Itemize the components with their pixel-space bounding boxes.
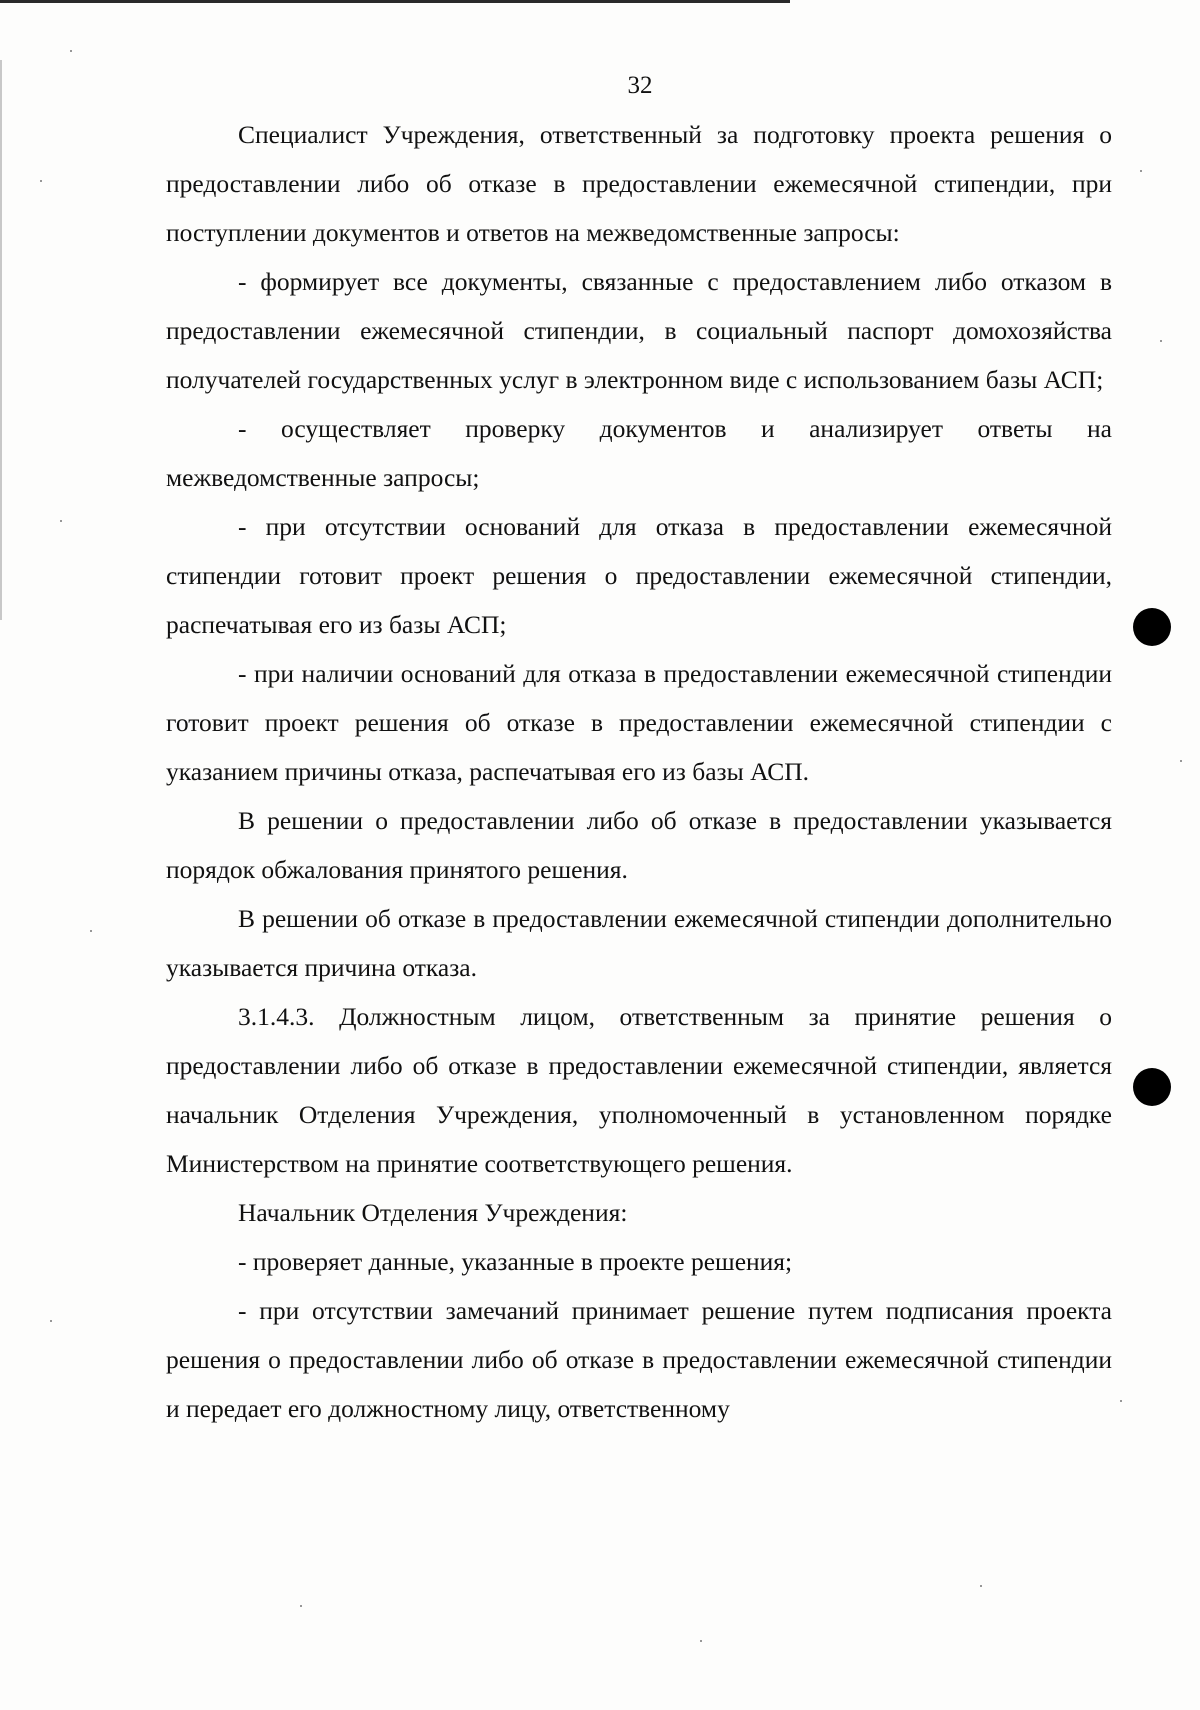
scan-speck bbox=[90, 930, 92, 932]
paragraph: - при отсутствии замечаний принимает решение путем подписания проекта решения о предоставлении либо об отказе в предоставлении ежемесячной стипендии и передает его должностному лицу, ответственному bbox=[166, 1296, 1112, 1423]
binder-hole bbox=[1133, 608, 1171, 646]
paragraph: - формирует все документы, связанные с предоставлением либо отказом в предоставлении ежемесячной стипендии, в социальный паспорт домохозяйства получателей государственных услуг в электронном виде с использованием базы АСП; bbox=[166, 267, 1112, 394]
scan-speck bbox=[1120, 1400, 1122, 1402]
scan-speck bbox=[60, 520, 62, 522]
paragraph: - проверяет данные, указанные в проекте решения; bbox=[238, 1247, 793, 1276]
scan-speck bbox=[1160, 340, 1162, 342]
scan-speck bbox=[40, 180, 42, 182]
paragraph: В решении об отказе в предоставлении ежемесячной стипендии дополнительно указывается причина отказа. bbox=[166, 904, 1112, 982]
scan-left-edge bbox=[0, 60, 2, 620]
scan-top-edge bbox=[0, 0, 790, 3]
paragraph: - осуществляет проверку документов и анализирует ответы на межведомственные запросы; bbox=[166, 414, 1112, 492]
paragraph: - при наличии оснований для отказа в предоставлении ежемесячной стипендии готовит проект решения об отказе в предоставлении ежемесячной стипендии с указанием причины отказа, распечатывая его из базы АСП. bbox=[166, 659, 1112, 786]
paragraph: Специалист Учреждения, ответственный за подготовку проекта решения о предоставлении либо об отказе в предоставлении ежемесячной стипендии, при поступлении документов и ответов на межведомственные запросы: bbox=[166, 120, 1112, 247]
paragraph: - при отсутствии оснований для отказа в предоставлении ежемесячной стипендии готовит проект решения о предоставлении ежемесячной стипендии, распечатывая его из базы АСП; bbox=[166, 512, 1112, 639]
scan-speck bbox=[1180, 760, 1182, 762]
paragraph: Начальник Отделения Учреждения: bbox=[238, 1198, 628, 1227]
document-body bbox=[166, 110, 1112, 1433]
scan-speck bbox=[700, 1640, 702, 1642]
scan-speck bbox=[980, 1585, 982, 1587]
scan-speck bbox=[1140, 170, 1142, 172]
page-number: 32 bbox=[627, 72, 653, 99]
scan-speck bbox=[70, 50, 72, 52]
binder-hole bbox=[1133, 1068, 1171, 1106]
scan-speck bbox=[50, 1320, 52, 1322]
paragraph: В решении о предоставлении либо об отказе в предоставлении указывается порядок обжалования принятого решения. bbox=[166, 806, 1112, 884]
paragraph: 3.1.4.3. Должностным лицом, ответственным за принятие решения о предоставлении либо об отказе в предоставлении ежемесячной стипендии, является начальник Отделения Учреждения, уполномоченный в установленном порядке Министерством на принятие соответствующего решения. bbox=[166, 1002, 1112, 1178]
scan-speck bbox=[300, 1605, 302, 1607]
